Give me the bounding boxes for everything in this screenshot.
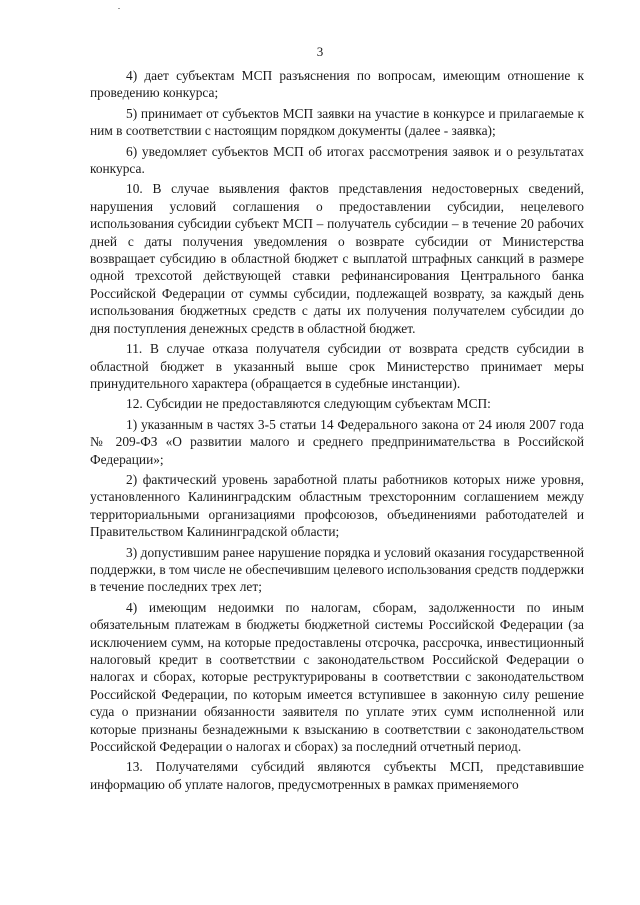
document-body bbox=[90, 67, 584, 793]
clause-12-exclusions-heading: 12. Субсидии не предоставляются следующим субъектам МСП: bbox=[126, 396, 491, 412]
exclusion-1-federal-law: 1) указанным в частях 3-5 статьи 14 Федерального закона от 24 июля 2007 года № 209-ФЗ «О развитии малого и среднего предпринимательства в Российской Федерации»; bbox=[90, 416, 584, 467]
item-6-notify-results: 6) уведомляет субъектов МСП об итогах рассмотрения заявок и о результатах конкурса. bbox=[90, 143, 584, 177]
clause-10-subsidy-return: 10. В случае выявления фактов представления недостоверных сведений, нарушения условий соглашения о предоставлении субсидии, нецелевого использования субсидии субъект МСП – получатель субсидии – в течение 20 рабочих дней с даты получения уведомления о возврате субсидии от Министерства возвращает субсидию в областной бюджет с выплатой штрафных санкций в размере одной трехсотой действующей ставки рефинансирования Центрального банка Российской Федерации от суммы субсидии, подлежащей возврату, за каждый день использования бюджетных средств с даты их получения получателем субсидии до дня поступления денежных средств в областной бюджет. bbox=[90, 181, 584, 336]
clause-13-recipients: 13. Получателями субсидий являются субъекты МСП, представившие информацию об уплате налогов, предусмотренных в рамках применяемого bbox=[90, 759, 584, 792]
clause-11-enforcement: 11. В случае отказа получателя субсидии от возврата средств субсидии в областной бюджет в указанный выше срок Министерство принимает меры принудительного характера (обращается в судебные инстанции). bbox=[90, 341, 584, 391]
exclusion-4-tax-arrears: 4) имеющим недоимки по налогам, сборам, задолженности по иным обязательным платежам в бюджеты бюджетной системы Российской Федерации (за исключением сумм, на которые предоставлены отсрочка, рассрочка, инвестиционный налоговый кредит в соответствии с законодательством Российской Федерации о налогах и сборах, которые реструктурированы в соответствии с законодательством Российской Федерации, по которым имеется вступившее в законную силу решение суда о признании обязанности заявителя по уплате этих сумм исполненной или которые признаны безнадежными к взысканию в соответствии с законодательством Российской Федерации о налогах и сборах) за последний отчетный период. bbox=[90, 599, 584, 755]
scan-mark bbox=[118, 8, 120, 9]
exclusion-3-prior-violations: 3) допустившим ранее нарушение порядка и условий оказания государственной поддержки, в том числе не обеспечившим целевого использования средств поддержки в течение последних трех лет; bbox=[90, 544, 584, 595]
page-number: 3 bbox=[316, 44, 324, 59]
exclusion-2-wage-level: 2) фактический уровень заработной платы работников которых ниже уровня, установленного Калининградским областным трехсторонним соглашением между территориальными организациями профсоюзов, объединениями работодателей и Правительством Калининградской области; bbox=[90, 471, 584, 540]
item-4-consultations: 4) дает субъектам МСП разъяснения по вопросам, имеющим отношение к проведению конкурса; bbox=[90, 68, 584, 101]
item-5-accept-applications: 5) принимает от субъектов МСП заявки на участие в конкурсе и прилагаемые к ним в соответствии с настоящим порядком документы (далее - заявка); bbox=[90, 105, 584, 139]
